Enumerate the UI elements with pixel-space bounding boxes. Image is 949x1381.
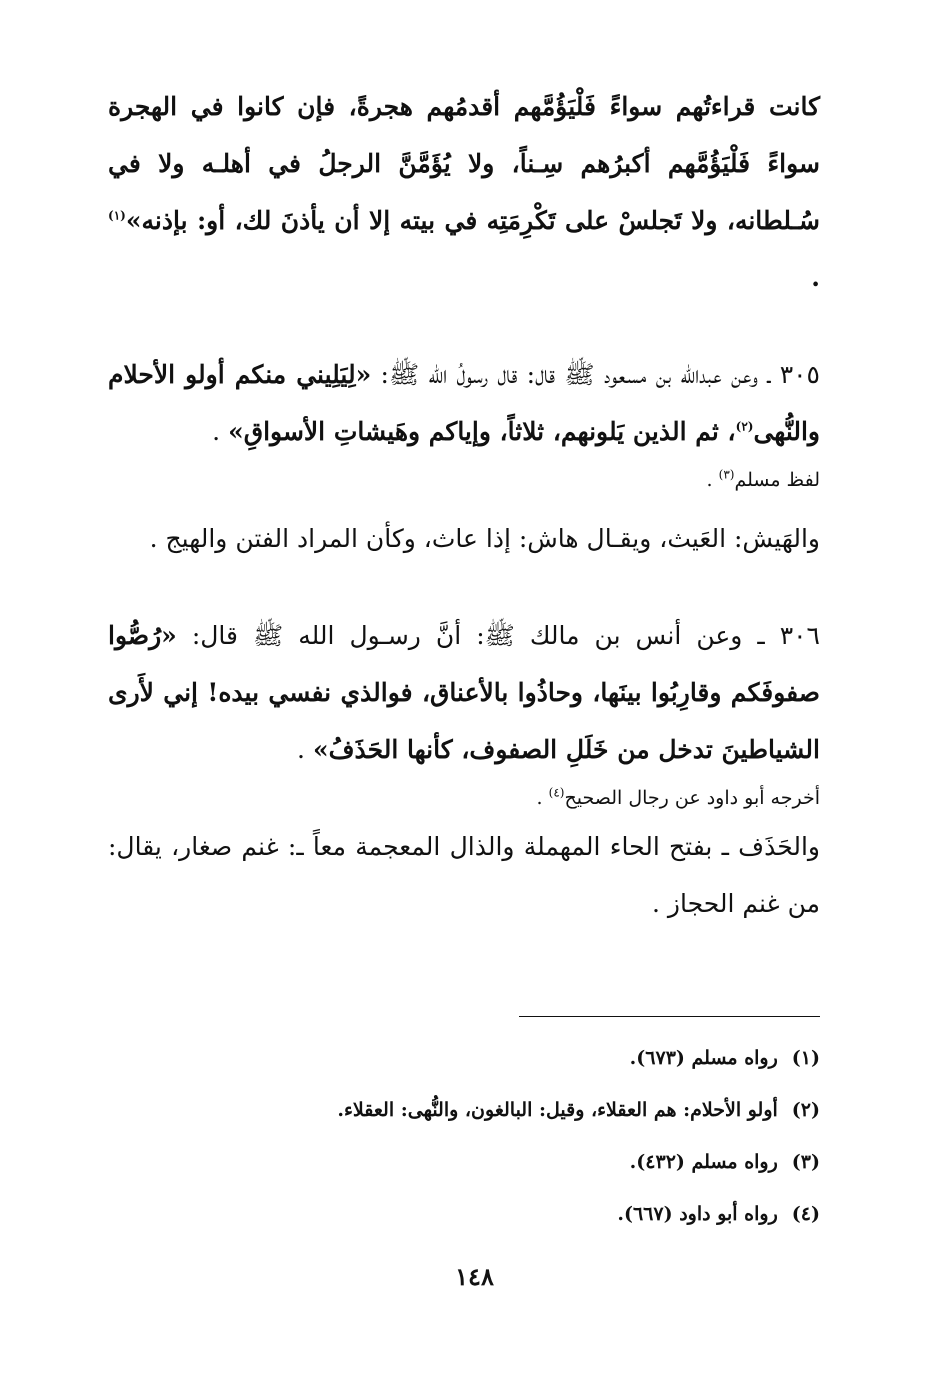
source-text: لفظ مسلم: [734, 469, 820, 491]
footnote-text: أولو الأحلام: هم العقلاء، وقيل: البالغون، والنُّهى: العقلاء.: [337, 1099, 778, 1121]
footnote-item: [108, 1188, 820, 1240]
page-body: [108, 78, 820, 932]
footnote-text: رواه مسلم (٦٧٣).: [629, 1047, 778, 1069]
footnote-ref[interactable]: (١): [108, 208, 126, 223]
hadith-continuation: [108, 78, 820, 306]
gloss-305: والهَيش: العَيث، ويقـال هاش: إذا عاث، وكأن المراد الفتن والهيج .: [149, 524, 820, 553]
hadith-text: ، ثم الذين يَلونهم، ثلاثاً، وإياكم وهَيشاتِ الأسواقِ»: [228, 417, 736, 446]
footnote-item: [108, 1032, 820, 1084]
hadith-306: [108, 607, 820, 778]
footnote-ref[interactable]: (٢): [735, 419, 754, 434]
footnote-number: (١): [791, 1047, 820, 1069]
text-line: فَلْيَؤُمَّهم أكبرُهم سِـناً، ولا يُؤَمَّنَّ الرجلُ في أهلـه ولا في سُـلطانه،: [108, 149, 820, 235]
footnote-number: (٤): [791, 1203, 820, 1225]
footnote-divider: [519, 1016, 820, 1017]
source-text: أخرجه أبو داود عن رجال الصحيح: [564, 787, 820, 809]
hadith-text: «رُصُّوا صفوفَكم وقارِبُوا بينَها، وحاذُوا بالأعناق، فوالذي نفسي بيده! إني لأَرى الشياطينَ تدخل من خَلَلِ الصفوف، كأنها الحَذَفُ»: [108, 621, 820, 764]
hadith-intro: ٣٠٥ ـ وعن عبدالله بن مسعود ﷺ قال: قال رسولُ الله ﷺ:: [380, 360, 820, 389]
page-number: ١٤٨: [455, 1262, 494, 1291]
source-note: [108, 460, 820, 500]
footnotes: [108, 1032, 820, 1240]
footnote-text: رواه مسلم (٤٣٢).: [629, 1151, 778, 1173]
text-line: ولا تَجلسْ على تَكْرِمَتِه في بيته إلا أن يأذنَ لك، أو: بإذنه»: [125, 206, 718, 235]
footnote-item: [108, 1084, 820, 1136]
punctuation: .: [212, 417, 229, 446]
punctuation: .: [811, 263, 820, 292]
text-line: كانت قراءتُهم سواءً فَلْيَؤُمَّهم أقدمُهم هجرةً، فإن كانوا في الهجرة سواءً: [108, 92, 820, 178]
footnote-number: (٢): [791, 1099, 820, 1121]
footnote-number: (٣): [791, 1151, 820, 1173]
punctuation: .: [297, 735, 313, 764]
footnote-text: رواه أبو داود (٦٦٧).: [617, 1203, 778, 1225]
footnote-item: [108, 1136, 820, 1188]
punctuation: .: [706, 469, 719, 491]
hadith-305: [108, 346, 820, 460]
footnote-ref[interactable]: (٤): [548, 785, 565, 800]
source-note: [108, 778, 820, 818]
punctuation: .: [536, 787, 549, 809]
gloss-306: والحَذَف ـ بفتح الحاء المهملة والذال المعجمة معاً ـ: غنم صغار، يقال: من غنم الحجاز .: [108, 832, 820, 918]
footnote-ref[interactable]: (٣): [718, 467, 735, 482]
hadith-intro: ٣٠٦ ـ وعن أنس بن مالك ﷺ: أنَّ رسـول الله ﷺ قال:: [191, 621, 820, 650]
hadith-text: «لِيَلِيني منكم أولو الأحلام والنُّهى: [108, 360, 820, 446]
